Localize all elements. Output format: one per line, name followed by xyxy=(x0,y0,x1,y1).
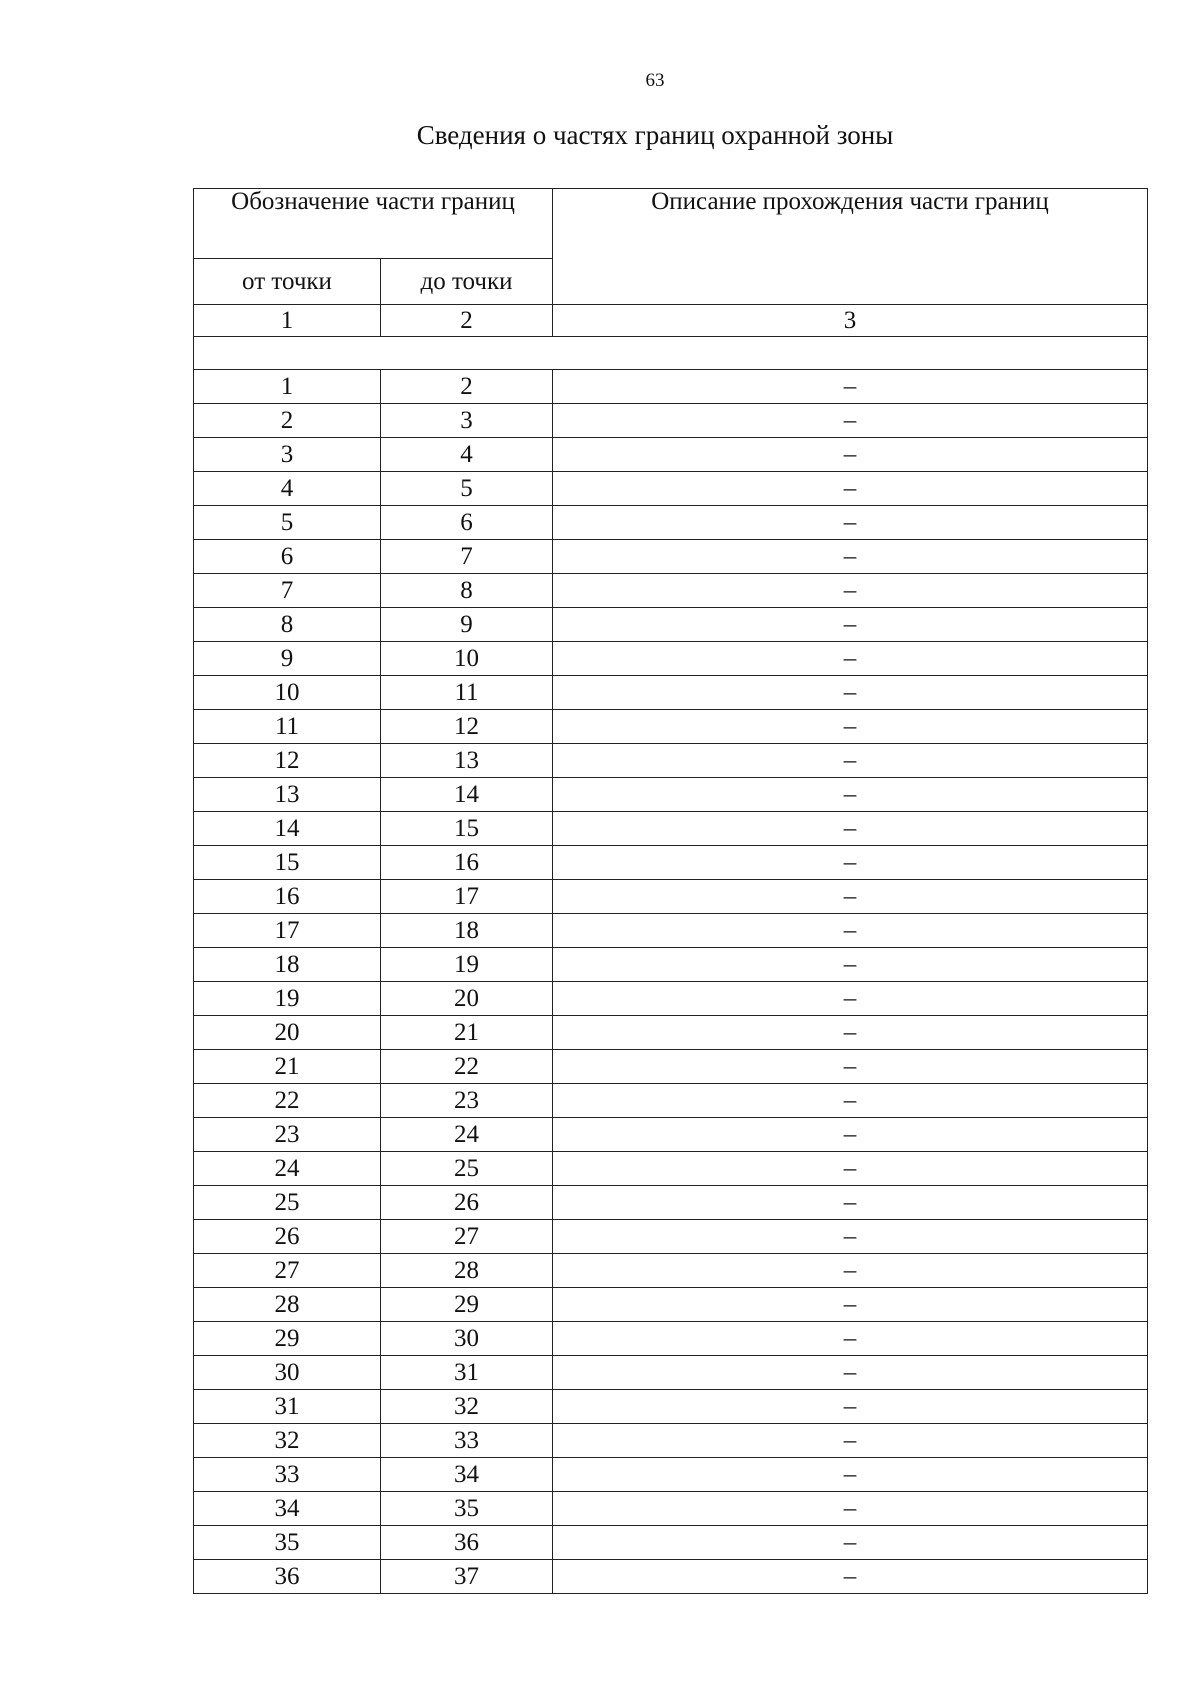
table-row xyxy=(194,676,1148,710)
table-row xyxy=(194,1356,1148,1390)
table-row xyxy=(194,914,1148,948)
from-point-cell: 22 xyxy=(194,1084,381,1118)
to-point-cell: 2 xyxy=(381,370,553,404)
from-point-cell: 1 xyxy=(194,370,381,404)
from-point-cell: 26 xyxy=(194,1220,381,1254)
to-point-cell: 15 xyxy=(381,812,553,846)
column-number-1: 1 xyxy=(194,305,381,337)
from-point-cell: 30 xyxy=(194,1356,381,1390)
from-point-cell: 9 xyxy=(194,642,381,676)
to-point-cell: 27 xyxy=(381,1220,553,1254)
table-row xyxy=(194,812,1148,846)
to-point-cell: 35 xyxy=(381,1492,553,1526)
boundary-parts-table xyxy=(193,188,1148,1594)
table-row xyxy=(194,438,1148,472)
table-row xyxy=(194,1322,1148,1356)
to-point-cell: 7 xyxy=(381,540,553,574)
header-row-group xyxy=(194,189,1148,259)
table-row xyxy=(194,1254,1148,1288)
table-row xyxy=(194,1526,1148,1560)
description-cell: – xyxy=(553,1390,1148,1424)
description-cell: – xyxy=(553,1152,1148,1186)
to-point-cell: 18 xyxy=(381,914,553,948)
table-row xyxy=(194,608,1148,642)
table-row xyxy=(194,1492,1148,1526)
from-point-cell: 19 xyxy=(194,982,381,1016)
column-number-row xyxy=(194,305,1148,337)
to-point-cell: 33 xyxy=(381,1424,553,1458)
table-row xyxy=(194,574,1148,608)
from-point-cell: 15 xyxy=(194,846,381,880)
table-row xyxy=(194,710,1148,744)
to-point-cell: 9 xyxy=(381,608,553,642)
description-cell: – xyxy=(553,1016,1148,1050)
table-row xyxy=(194,1220,1148,1254)
table-row xyxy=(194,1424,1148,1458)
description-cell: – xyxy=(553,574,1148,608)
table-row xyxy=(194,1016,1148,1050)
to-point-cell: 26 xyxy=(381,1186,553,1220)
from-point-cell: 32 xyxy=(194,1424,381,1458)
from-point-cell: 25 xyxy=(194,1186,381,1220)
description-cell: – xyxy=(553,846,1148,880)
description-cell: – xyxy=(553,438,1148,472)
table-row xyxy=(194,948,1148,982)
to-point-cell: 16 xyxy=(381,846,553,880)
table-row xyxy=(194,778,1148,812)
table-row xyxy=(194,472,1148,506)
from-point-cell: 33 xyxy=(194,1458,381,1492)
from-point-cell: 23 xyxy=(194,1118,381,1152)
from-point-cell: 17 xyxy=(194,914,381,948)
description-cell: – xyxy=(553,710,1148,744)
description-cell: – xyxy=(553,506,1148,540)
header-to-point: до точки xyxy=(381,259,553,305)
from-point-cell: 12 xyxy=(194,744,381,778)
header-boundary-description: Описание прохождения части границ xyxy=(553,189,1148,305)
blank-row xyxy=(194,337,1148,370)
blank-cell xyxy=(194,337,1148,370)
description-cell: – xyxy=(553,540,1148,574)
to-point-cell: 23 xyxy=(381,1084,553,1118)
table-row xyxy=(194,982,1148,1016)
description-cell: – xyxy=(553,1492,1148,1526)
description-cell: – xyxy=(553,1288,1148,1322)
description-cell: – xyxy=(553,982,1148,1016)
to-point-cell: 34 xyxy=(381,1458,553,1492)
table-row xyxy=(194,506,1148,540)
description-cell: – xyxy=(553,778,1148,812)
description-cell: – xyxy=(553,370,1148,404)
description-cell: – xyxy=(553,1526,1148,1560)
from-point-cell: 13 xyxy=(194,778,381,812)
to-point-cell: 6 xyxy=(381,506,553,540)
description-cell: – xyxy=(553,1084,1148,1118)
to-point-cell: 32 xyxy=(381,1390,553,1424)
table-row xyxy=(194,404,1148,438)
from-point-cell: 35 xyxy=(194,1526,381,1560)
to-point-cell: 10 xyxy=(381,642,553,676)
to-point-cell: 28 xyxy=(381,1254,553,1288)
description-cell: – xyxy=(553,1254,1148,1288)
to-point-cell: 30 xyxy=(381,1322,553,1356)
description-cell: – xyxy=(553,642,1148,676)
table-row xyxy=(194,1084,1148,1118)
from-point-cell: 5 xyxy=(194,506,381,540)
to-point-cell: 4 xyxy=(381,438,553,472)
description-cell: – xyxy=(553,608,1148,642)
to-point-cell: 31 xyxy=(381,1356,553,1390)
table-row xyxy=(194,642,1148,676)
description-cell: – xyxy=(553,744,1148,778)
description-cell: – xyxy=(553,1356,1148,1390)
from-point-cell: 3 xyxy=(194,438,381,472)
description-cell: – xyxy=(553,1118,1148,1152)
description-cell: – xyxy=(553,676,1148,710)
to-point-cell: 12 xyxy=(381,710,553,744)
to-point-cell: 17 xyxy=(381,880,553,914)
to-point-cell: 5 xyxy=(381,472,553,506)
to-point-cell: 29 xyxy=(381,1288,553,1322)
description-cell: – xyxy=(553,1424,1148,1458)
description-cell: – xyxy=(553,914,1148,948)
description-cell: – xyxy=(553,812,1148,846)
description-cell: – xyxy=(553,1220,1148,1254)
to-point-cell: 20 xyxy=(381,982,553,1016)
column-number-2: 2 xyxy=(381,305,553,337)
from-point-cell: 36 xyxy=(194,1560,381,1594)
to-point-cell: 13 xyxy=(381,744,553,778)
table-row xyxy=(194,880,1148,914)
header-boundary-designation: Обозначение части границ xyxy=(194,189,553,259)
from-point-cell: 31 xyxy=(194,1390,381,1424)
page-number: 63 xyxy=(645,70,665,91)
table-row xyxy=(194,1118,1148,1152)
from-point-cell: 24 xyxy=(194,1152,381,1186)
from-point-cell: 20 xyxy=(194,1016,381,1050)
table-row xyxy=(194,540,1148,574)
from-point-cell: 27 xyxy=(194,1254,381,1288)
table-row xyxy=(194,1458,1148,1492)
from-point-cell: 21 xyxy=(194,1050,381,1084)
to-point-cell: 11 xyxy=(381,676,553,710)
description-cell: – xyxy=(553,948,1148,982)
to-point-cell: 22 xyxy=(381,1050,553,1084)
to-point-cell: 3 xyxy=(381,404,553,438)
from-point-cell: 7 xyxy=(194,574,381,608)
page-title: Сведения о частях границ охранной зоны xyxy=(416,120,894,150)
table-row xyxy=(194,1152,1148,1186)
table-row xyxy=(194,1050,1148,1084)
from-point-cell: 4 xyxy=(194,472,381,506)
table-row xyxy=(194,744,1148,778)
from-point-cell: 2 xyxy=(194,404,381,438)
table-row xyxy=(194,1288,1148,1322)
description-cell: – xyxy=(553,880,1148,914)
description-cell: – xyxy=(553,1186,1148,1220)
from-point-cell: 14 xyxy=(194,812,381,846)
to-point-cell: 36 xyxy=(381,1526,553,1560)
from-point-cell: 29 xyxy=(194,1322,381,1356)
from-point-cell: 6 xyxy=(194,540,381,574)
to-point-cell: 25 xyxy=(381,1152,553,1186)
from-point-cell: 28 xyxy=(194,1288,381,1322)
description-cell: – xyxy=(553,1458,1148,1492)
header-from-point: от точки xyxy=(194,259,381,305)
description-cell: – xyxy=(553,1560,1148,1594)
to-point-cell: 8 xyxy=(381,574,553,608)
table-row xyxy=(194,1390,1148,1424)
from-point-cell: 34 xyxy=(194,1492,381,1526)
from-point-cell: 8 xyxy=(194,608,381,642)
table-row xyxy=(194,370,1148,404)
description-cell: – xyxy=(553,472,1148,506)
description-cell: – xyxy=(553,1050,1148,1084)
from-point-cell: 11 xyxy=(194,710,381,744)
from-point-cell: 16 xyxy=(194,880,381,914)
description-cell: – xyxy=(553,1322,1148,1356)
from-point-cell: 10 xyxy=(194,676,381,710)
description-cell: – xyxy=(553,404,1148,438)
to-point-cell: 21 xyxy=(381,1016,553,1050)
column-number-3: 3 xyxy=(553,305,1148,337)
from-point-cell: 18 xyxy=(194,948,381,982)
to-point-cell: 37 xyxy=(381,1560,553,1594)
to-point-cell: 19 xyxy=(381,948,553,982)
to-point-cell: 14 xyxy=(381,778,553,812)
table-row xyxy=(194,1186,1148,1220)
table-row xyxy=(194,846,1148,880)
to-point-cell: 24 xyxy=(381,1118,553,1152)
table-row xyxy=(194,1560,1148,1594)
